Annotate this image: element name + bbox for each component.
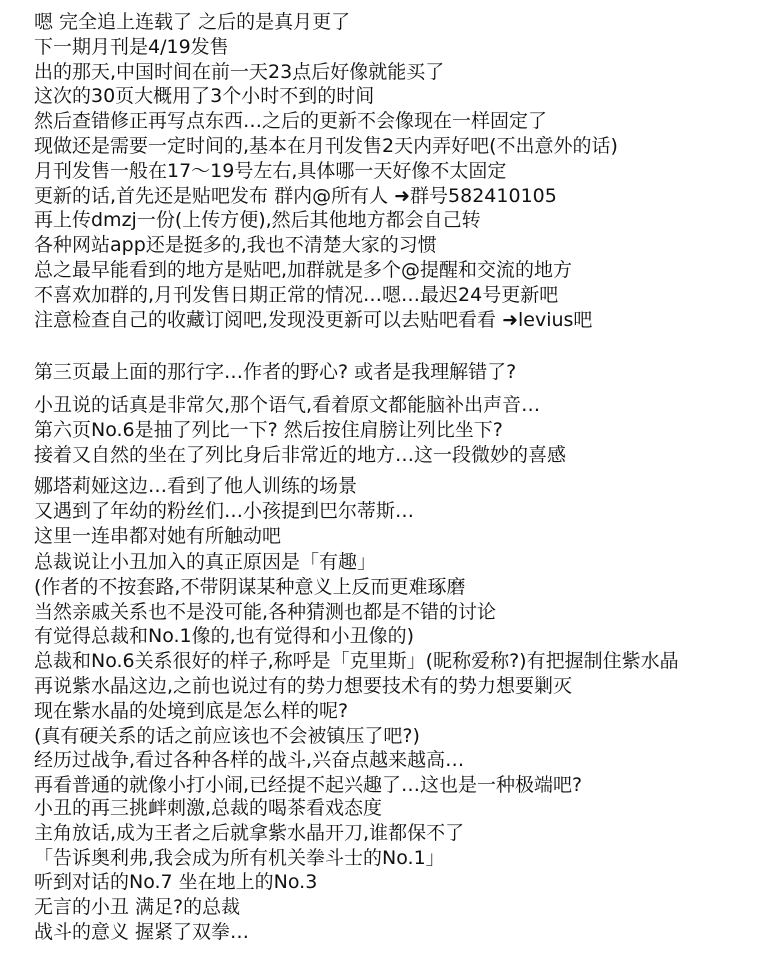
- text-line: (真有硬关系的话之前应该也不会被镇压了吧?): [34, 724, 420, 747]
- text-line: 接着又自然的坐在了列比身后非常近的地方…这一段微妙的喜感: [34, 443, 567, 466]
- text-line: 再说紫水晶这边,之前也说过有的势力想要技术有的势力想要剿灭: [34, 674, 573, 697]
- text-line: 娜塔莉娅这边…看到了他人训练的场景: [34, 475, 358, 497]
- text-line: 当然亲戚关系也不是没可能,各种猜测也都是不错的讨论: [34, 600, 497, 623]
- text-line: 「告诉奥利弗,我会成为所有机关拳斗士的No.1」: [34, 846, 445, 869]
- text-line: 更新的话,首先还是贴吧发布 群内@所有人 ➜群号582410105: [34, 184, 557, 207]
- text-line: 不喜欢加群的,月刊发售日期正常的情况…嗯…最迟24号更新吧: [34, 283, 559, 306]
- paragraph-page-three-note: [34, 360, 516, 385]
- paragraph-update-schedule: [34, 10, 618, 332]
- text-line: 总裁和No.6关系很好的样子,称呼是「克里斯」(昵称爱称?)有把握制住紫水晶: [34, 650, 679, 673]
- text-line: 听到对话的No.7 坐在地上的No.3: [34, 871, 318, 894]
- text-line: (作者的不按套路,不带阴谋某种意义上反而更难琢磨: [34, 575, 466, 598]
- text-line: 战斗的意义 握紧了双拳…: [34, 920, 250, 943]
- text-line: 经历过战争,看过各种各样的战斗,兴奋点越来越高…: [34, 749, 465, 772]
- text-line: 嗯 完全追上连载了 之后的是真月更了: [34, 11, 351, 33]
- text-line: 小丑说的话真是非常欠,那个语气,看着原文都能脑补出声音…: [34, 394, 541, 416]
- text-line: 再看普通的就像小打小闹,已经提不起兴趣了…这也是一种极端吧?: [34, 774, 583, 797]
- text-line: 出的那天,中国时间在前一天23点后好像就能买了: [34, 60, 445, 83]
- text-line: 月刊发售一般在17〜19号左右,具体哪一天好像不太固定: [34, 159, 507, 182]
- text-line: 各种网站app还是挺多的,我也不清楚大家的习惯: [34, 234, 437, 257]
- paragraph-clown-remarks: [34, 393, 566, 467]
- text-line: 主角放话,成为王者之后就拿紫水晶开刀,谁都保不了: [34, 821, 465, 844]
- text-line: 有觉得总裁和No.1像的,也有觉得和小丑像的): [34, 625, 415, 648]
- paragraph-natalia: [34, 474, 414, 548]
- text-line: 总之最早能看到的地方是贴吧,加群就是多个@提醒和交流的地方: [34, 258, 573, 281]
- text-line: 总裁说让小丑加入的真正原因是「有趣」: [34, 551, 377, 573]
- text-line: 注意检查自己的收藏订阅吧,发现没更新可以去贴吧看看 ➜levius吧: [34, 308, 593, 331]
- text-line: 然后查错修正再写点东西…之后的更新不会像现在一样固定了: [34, 110, 548, 133]
- text-line: 无言的小丑 满足?的总裁: [34, 896, 241, 919]
- text-line: 第六页No.6是抽了列比一下? 然后按住肩膀让列比坐下?: [34, 418, 503, 441]
- text-line: 这次的30页大概用了3个小时不到的时间: [34, 85, 375, 108]
- text-line: 再上传dmzj一份(上传方便),然后其他地方都会自己转: [34, 209, 481, 232]
- text-line: 现做还是需要一定时间的,基本在月刊发售2天内弄好吧(不出意外的话): [34, 134, 618, 157]
- text-line: 第三页最上面的那行字…作者的野心? 或者是我理解错了?: [34, 361, 517, 383]
- paragraph-president: [34, 550, 679, 798]
- paragraph-ending: [34, 796, 464, 945]
- text-line: 小丑的再三挑衅刺激,总裁的喝茶看戏态度: [34, 797, 383, 819]
- text-line: 这里一连串都对她有所触动吧: [34, 524, 282, 547]
- text-line: 下一期月刊是4/19发售: [34, 35, 229, 58]
- text-line: 又遇到了年幼的粉丝们…小孩提到巴尔蒂斯…: [34, 499, 415, 522]
- text-line: 现在紫水晶的处境到底是怎么样的呢?: [34, 699, 349, 722]
